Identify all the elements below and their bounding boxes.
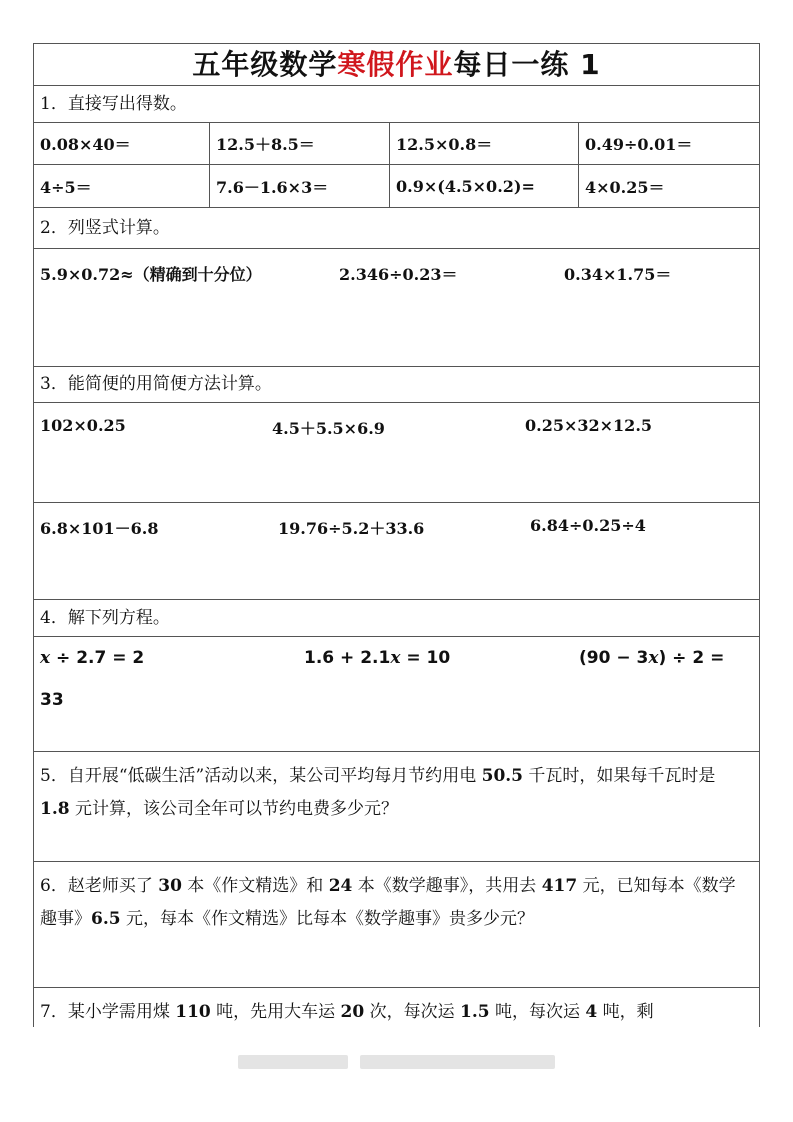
worksheet <box>33 43 760 1027</box>
q6-word-problem <box>34 862 759 988</box>
q3-problem: 0.25×32×12.5 <box>525 416 653 435</box>
q7-word-problem <box>34 988 759 1027</box>
q5-text: 5．自开展“低碳生活”活动以来，某公司平均每月节约用电 <box>40 766 482 786</box>
equation-text: 1.6 + 2.1 <box>304 648 391 668</box>
q1-cell: 4÷5＝ <box>34 165 210 207</box>
q3-heading-text: 3．能简便的用简便方法计算。 <box>40 374 272 394</box>
equation-text: = 10 <box>400 648 451 668</box>
q5-text: 元计算，该公司全年可以节约电费多少元？ <box>69 799 398 819</box>
q3-problem: 19.76÷5.2＋33.6 <box>278 519 425 538</box>
equation-text: ÷ 2.7 = 2 <box>50 648 145 668</box>
q1-cell: 12.5×0.8＝ <box>390 123 579 164</box>
q1-heading-text: 1．直接写出得数。 <box>40 93 187 114</box>
q4-heading <box>34 600 759 637</box>
q7-text: 7．某小学需用煤 <box>40 1002 176 1022</box>
q7-number: 1.5 <box>460 1002 490 1022</box>
q7-text: 次，每次运 <box>364 1002 461 1022</box>
q7-text: 吨，每次运 <box>489 1002 586 1022</box>
q3-row-1 <box>34 403 759 503</box>
q1-row-2 <box>34 165 759 208</box>
q3-problem: 102×0.25 <box>40 416 126 435</box>
q1-cell: 0.9×(4.5×0.2)= <box>390 165 579 207</box>
blurred-watermark <box>360 1055 555 1069</box>
q6-text: 元，每本《作文精选》比每本《数学趣事》贵多少元？ <box>120 909 534 929</box>
q1-cell: 7.6－1.6×3＝ <box>210 165 390 207</box>
q4-equation-3 <box>579 648 724 668</box>
q1-cell: 0.49÷0.01＝ <box>585 135 693 154</box>
q2-problem: 2.346÷0.23＝ <box>339 265 458 284</box>
q6-text: 本《数学趣事》，共用去 <box>352 876 542 896</box>
q5-text: 千瓦时，如果每千瓦时是 <box>523 766 716 786</box>
q6-number: 6.5 <box>91 909 121 929</box>
q5-number: 50.5 <box>481 766 524 786</box>
title-highlight: 寒假作业 <box>337 48 454 81</box>
q6-number: 417 <box>541 876 578 896</box>
q7-number: 20 <box>340 1002 365 1022</box>
q7-text: 吨，剩 <box>597 1002 654 1022</box>
q4-workspace <box>34 637 759 752</box>
q4-equation-3-continued: 33 <box>40 690 64 710</box>
q3-problem: 6.8×101－6.8 <box>40 519 159 538</box>
q4-equation-1 <box>40 648 144 668</box>
q1-row-1 <box>34 123 759 165</box>
q3-problem: 6.84÷0.25÷4 <box>530 516 646 535</box>
q7-number: 4 <box>585 1002 598 1022</box>
q2-heading <box>34 208 759 249</box>
q2-workspace <box>34 249 759 367</box>
title-part3: 每日一练 1 <box>453 48 601 81</box>
q7-number: 110 <box>175 1002 211 1022</box>
worksheet-title <box>34 44 759 86</box>
variable-x: x <box>40 648 51 668</box>
q6-number: 30 <box>158 876 182 896</box>
q1-cell: 0.08×40＝ <box>34 123 210 164</box>
q5-word-problem <box>34 752 759 862</box>
q6-text: 元，已知每本《数学趣事》 <box>40 876 736 929</box>
q4-equation-2 <box>304 648 450 668</box>
q2-problem: 5.9×0.72≈（精确到十分位） <box>40 265 262 284</box>
q7-text: 吨，先用大车运 <box>210 1002 341 1022</box>
title-part1: 五年级数学 <box>192 48 338 81</box>
q2-problem: 0.34×1.75＝ <box>564 265 672 284</box>
q6-number: 24 <box>328 876 353 896</box>
variable-x: x <box>648 648 659 668</box>
blurred-watermark <box>238 1055 348 1069</box>
q6-text: 本《作文精选》和 <box>181 876 329 896</box>
q2-heading-text: 2．列竖式计算。 <box>40 217 170 238</box>
q1-cell: 4×0.25＝ <box>585 177 665 197</box>
equation-text: ) ÷ 2 = <box>658 648 725 668</box>
q6-text: 6．赵老师买了 <box>40 876 159 896</box>
q1-heading <box>34 86 759 123</box>
variable-x: x <box>390 648 401 668</box>
q3-heading <box>34 367 759 403</box>
q3-problem: 4.5＋5.5×6.9 <box>272 419 385 438</box>
q1-cell: 12.5＋8.5＝ <box>210 123 390 164</box>
q3-row-2 <box>34 503 759 600</box>
q4-heading-text: 4．解下列方程。 <box>40 607 170 628</box>
q5-number: 1.8 <box>40 799 70 819</box>
equation-text: (90 − 3 <box>579 648 649 668</box>
